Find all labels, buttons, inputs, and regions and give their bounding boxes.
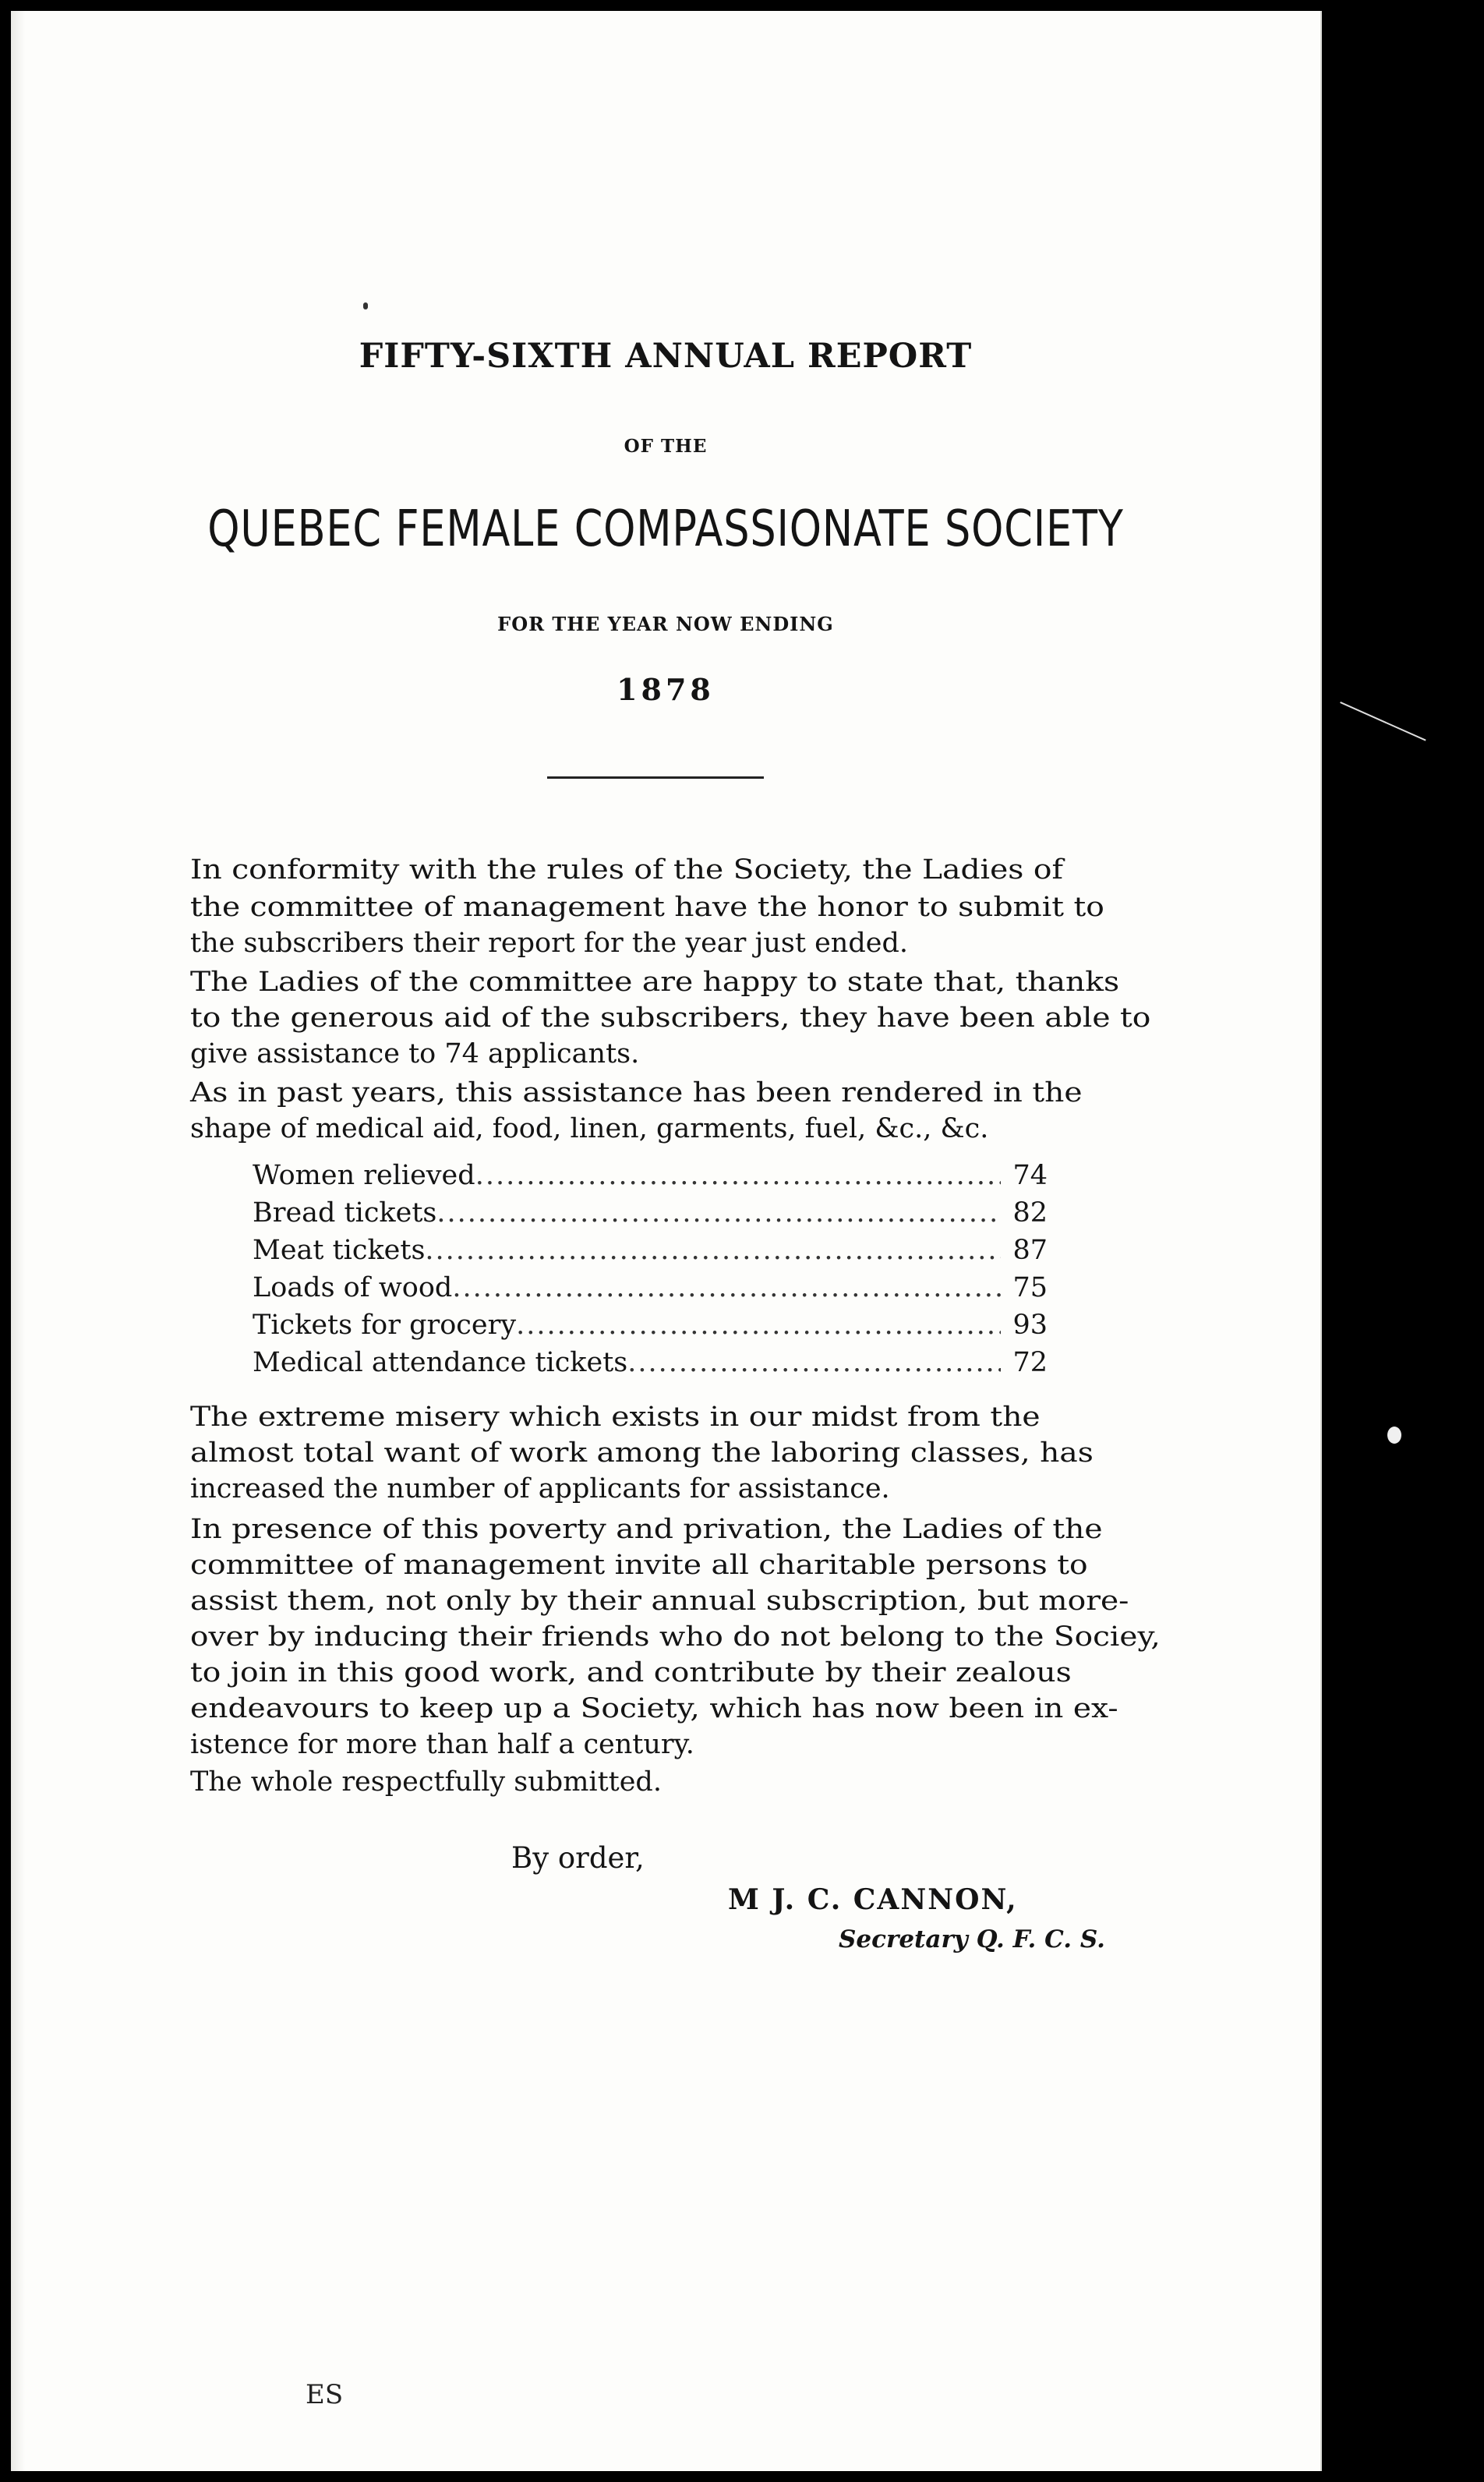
para2-line1: The Ladies of the committee are happy to state that, thanks: [190, 967, 1120, 998]
table-row: [253, 1310, 1048, 1341]
background-streak: [1340, 702, 1426, 741]
table-row-value: 82: [1012, 1197, 1048, 1229]
society-name: QUEBEC FEMALE COMPASSIONATE SOCIETY: [207, 500, 1124, 558]
table-row-value: 93: [1012, 1310, 1048, 1341]
para3-line2: shape of medical aid, food, linen, garments, fuel, &c., &c.: [190, 1113, 989, 1144]
para1-line3: the subscribers their report for the year just ended.: [190, 928, 908, 959]
para5-line6: endeavours to keep up a Society, which has now been in ex-: [190, 1693, 1118, 1724]
report-subtitle-of-the: OF THE: [624, 436, 708, 457]
para2-line2: to the generous aid of the subscribers, they have been able to: [190, 1002, 1151, 1034]
margin-note: ES: [306, 2379, 344, 2410]
ink-speck: [363, 302, 368, 309]
leader-dots: [627, 1347, 1001, 1378]
para4-line1: The extreme misery which exists in our midst from the: [190, 1402, 1041, 1433]
table-row-value: 74: [1012, 1160, 1048, 1191]
para4-line3: increased the number of applicants for assistance.: [190, 1473, 890, 1504]
para2-line3: give assistance to 74 applicants.: [190, 1038, 640, 1070]
table-row-label: Bread tickets: [253, 1197, 437, 1229]
para5-line3: assist them, not only by their annual subscription, but more-: [190, 1586, 1129, 1617]
year-caption: FOR THE YEAR NOW ENDING: [497, 613, 834, 635]
para4-line2: almost total want of work among the laboring classes, has: [190, 1437, 1094, 1469]
page-edge-shadow: [11, 11, 25, 2471]
background-speck: [1387, 1427, 1401, 1444]
table-row: [253, 1235, 1048, 1266]
para1-line2: the committee of management have the honor to submit to: [190, 892, 1104, 923]
leader-dots: [425, 1235, 1001, 1266]
signatory-title: Secretary Q. F. C. S.: [839, 1925, 1105, 1953]
table-row: [253, 1272, 1048, 1303]
title-divider-rule: [547, 776, 764, 779]
document-page: [11, 11, 1322, 2471]
para5-line1: In presence of this poverty and privation, the Ladies of the: [190, 1514, 1103, 1545]
table-row-value: 87: [1012, 1235, 1048, 1266]
para5-line2: committee of management invite all charitable persons to: [190, 1550, 1088, 1581]
table-row: [253, 1160, 1048, 1191]
signatory-name: M J. C. CANNON,: [728, 1883, 1018, 1916]
para1-line1: In conformity with the rules of the Society, the Ladies of: [190, 854, 1063, 886]
para5-line7: istence for more than half a century.: [190, 1729, 694, 1760]
table-row-label: Medical attendance tickets: [253, 1347, 628, 1378]
table-row-label: Loads of wood: [253, 1272, 453, 1303]
by-order: By order,: [511, 1841, 645, 1875]
para5-line5: to join in this good work, and contribute by their zealous: [190, 1657, 1072, 1688]
table-row-label: Women relieved: [253, 1160, 475, 1191]
leader-dots: [475, 1160, 1001, 1191]
table-row-value: 72: [1012, 1347, 1048, 1378]
leader-dots: [452, 1272, 1001, 1303]
table-row-value: 75: [1012, 1272, 1048, 1303]
table-row-label: Meat tickets: [253, 1235, 426, 1266]
report-title: FIFTY-SIXTH ANNUAL REPORT: [359, 337, 973, 376]
leader-dots: [436, 1197, 1001, 1229]
para3-line1: As in past years, this assistance has been rendered in the: [190, 1077, 1083, 1108]
leader-dots: [516, 1310, 1001, 1341]
table-row-label: Tickets for grocery: [253, 1310, 517, 1341]
table-row: [253, 1347, 1048, 1378]
report-year: 1878: [617, 672, 715, 707]
table-row: [253, 1197, 1048, 1229]
para5-line4: over by inducing their friends who do not belong to the Sociey,: [190, 1621, 1161, 1653]
closing-line: The whole respectfully submitted.: [190, 1766, 662, 1798]
